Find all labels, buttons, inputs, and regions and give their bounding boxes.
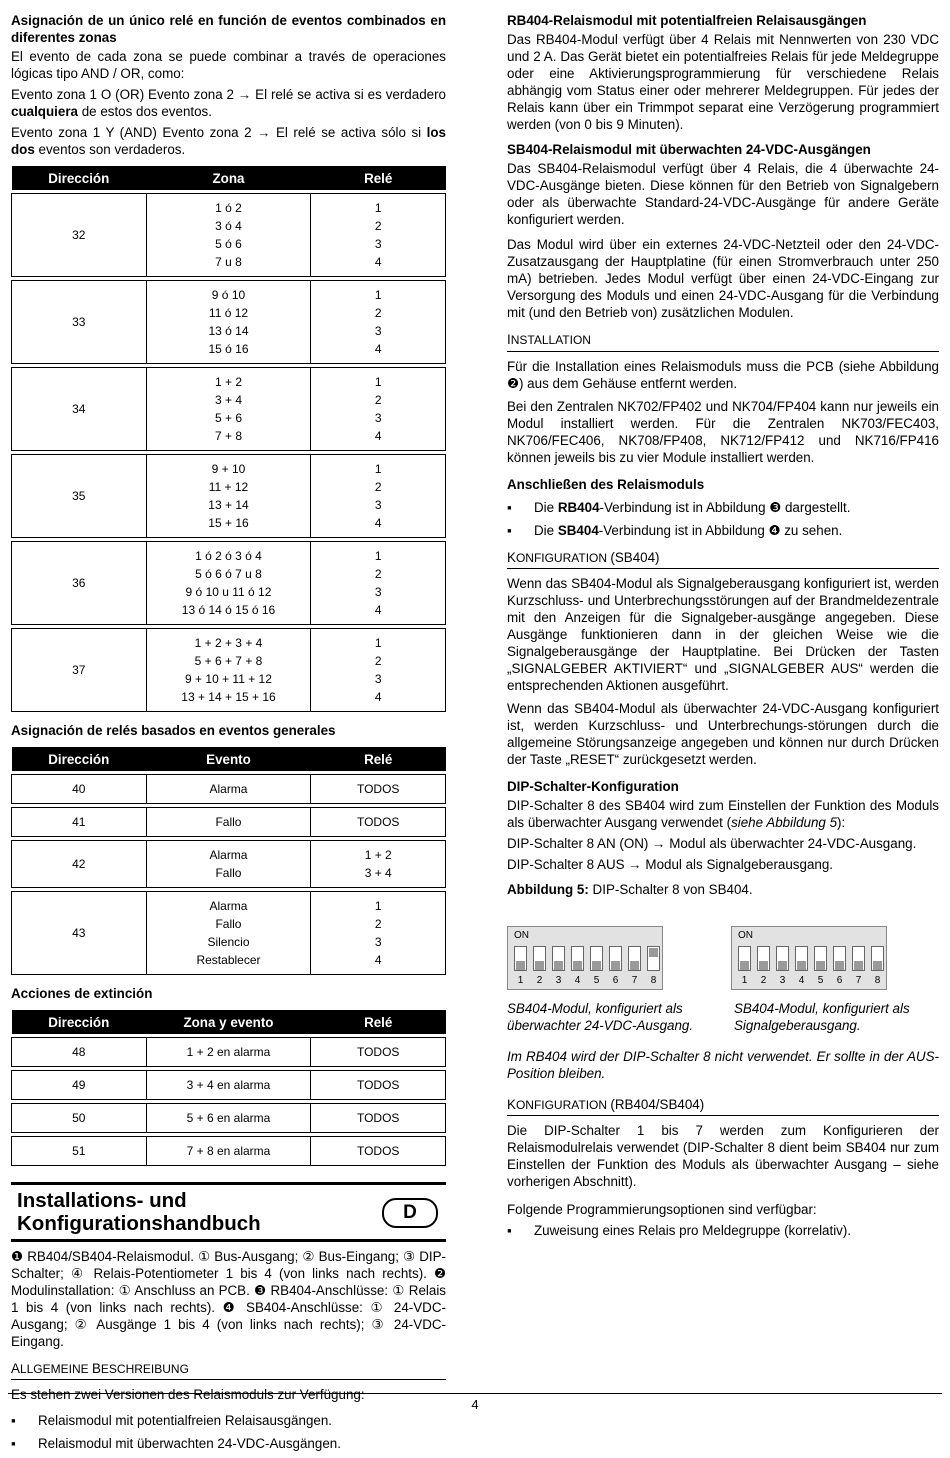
relay-line: 4 [374,690,382,705]
list-item: ▪ Relaismodul mit überwachten 24-VDC-Ausgängen. [11,1435,446,1452]
dip-caption-sounder: SB404-Modul, konfiguriert als Signalgeberausgang. [734,1001,910,1034]
value-line: 1 ó 2 ó 3 ó 4 [195,549,262,564]
rb404-note: Im RB404 wird der DIP-Schalter 8 nicht verwendet. Er sollte in der AUS-Position bleiben. [507,1049,939,1082]
general-paragraph: Es stehen zwei Versionen des Relaismoduls zur Verfügung: [11,1387,365,1403]
dip-figures [507,926,939,990]
value-line: Alarma [209,848,248,863]
relay-cell [311,1038,446,1067]
relay-line: 1 [374,636,382,651]
handbook-title-block [11,1182,446,1242]
value-cell [146,892,311,975]
dip-on-label: ON [514,930,529,942]
value-line: Fallo [215,815,242,830]
relay-line: TODOS [356,1144,400,1159]
dip-switch [738,946,751,971]
address-cell: 42 [12,841,147,888]
dip-title: DIP-Schalter-Konfiguration [507,779,679,795]
value-line: 11 ó 12 [208,306,249,321]
value-line: 3 + 4 en alarma [186,1078,271,1093]
value-cell [146,841,311,888]
installation-paragraph-2: Bei den Zentralen NK702/FP402 und NK704/FP404 kann nur jeweils ein Modul installiert werden. Für die Zentralen NK703/FEC403, NK706/FEC406, NK708/FP408, NK712/FP412 und NK716/FP416 können jeweils bis zu vier Module installiert werden. [507,398,939,465]
value-line: 13 ó 14 [208,324,249,339]
relay-line: 1 [374,549,382,564]
value-line: 15 ó 16 [208,342,249,357]
value-cell [146,368,311,451]
table-row [12,808,446,837]
dip-switch-number: 7 [631,975,638,987]
relay-line: 3 [374,324,382,339]
value-cell [146,281,311,364]
intro-paragraph-1: El evento de cada zona se puede combinar a través de operaciones lógicas tipo AND / OR, como: [11,49,446,82]
value-line: 9 ó 10 [211,288,246,303]
left-column [11,12,446,1458]
table-header: Evento [146,747,311,771]
value-line: 9 + 10 [211,462,246,477]
section-general-description: ALLGEMEINE BESCHREIBUNG [11,1360,446,1380]
relay-line: 1 [374,288,382,303]
relay-line: 2 [374,219,382,234]
value-line: 9 ó 10 u 11 ó 12 [185,585,272,600]
dip-switch-knob [611,961,620,970]
relay-cell [311,629,446,712]
dip-switch [628,946,641,971]
dip-switch-knob [759,961,768,970]
relay-cell [311,1137,446,1166]
value-line: Fallo [215,866,242,881]
relay-line: TODOS [356,782,400,797]
sb404-title: SB404-Relaismodul mit überwachten 24-VDC-Ausgängen [507,142,871,158]
figure-5-caption: Abbildung 5: DIP-Schalter 8 von SB404. [507,882,753,898]
relay-line: 1 [374,462,382,477]
dip-switch-number: 6 [836,975,843,987]
list-item: ▪ Die RB404-Verbindung ist in Abbildung ❸ dargestellt. [507,499,939,516]
dip-switch-knob [740,961,749,970]
dip-switch [533,946,546,971]
relay-line: 2 [374,393,382,408]
value-cell [146,1038,311,1067]
dip-switch-knob [573,961,582,970]
relay-cell [311,542,446,625]
value-line: 5 + 6 [214,411,242,426]
rb404-title: RB404-Relaismodul mit potentialfreien Relaisausgängen [507,13,867,28]
value-line: 5 ó 6 ó 7 u 8 [195,567,262,582]
dip-switch [609,946,622,971]
zone-relay-table [11,166,446,712]
installation-paragraph-1: Für die Installation eines Relaismoduls muss die PCB (siehe Abbildung ❷) aus dem Gehäuse entfernt werden. [507,358,939,391]
dip-switch-number: 7 [855,975,862,987]
table-header: Dirección [12,1010,147,1034]
dip-switch [795,946,808,971]
intro-paragraph-3: Evento zona 1 Y (AND) Evento zona 2 → El relé se activa sólo si los dos eventos son verdaderos. [11,125,446,158]
configuration-bullets [507,1222,939,1239]
address-cell: 41 [12,808,147,837]
configuration-sb404-paragraph-1: Wenn das SB404-Modul als Signalgeberausgang konfiguriert ist, werden Kurzschluss- und Unterbrechungsstörungen auf der Brandmeldezentrale mit den Anzeigen für die Signalgeber-ausgänge angegeben. Diese Ausgänge funktionieren dann in der gleichen Weise wie die Signalgeberausgänge der Hauptplatine. Bei Drücken der Tasten „SIGNALGEBER AKTIVIERT“ und „SIGNALGEBER AUS“ werden die entsprechenden Aktionen ausgeführt. [507,575,939,693]
relay-cell [311,808,446,837]
dip-switch-number: 3 [779,975,786,987]
dip-switch-number: 3 [555,975,562,987]
language-badge: D [382,1198,438,1228]
relay-cell [311,1071,446,1100]
relay-cell [311,368,446,451]
intro-paragraph-2: Evento zona 1 O (OR) Evento zona 2 → El relé se activa si es verdadero cualquiera de estos dos eventos. [11,87,446,120]
value-cell [146,1137,311,1166]
address-cell: 32 [12,194,147,277]
sb404-paragraph-2: Das Modul wird über ein externes 24-VDC-Netzteil oder den 24-VDC-Zusatzausgang der Hauptplatine (für einen Stromverbrauch unter 250 mA) betrieben. Jedes Modul verfügt über einen 24-VDC-Eingang zur Versorgung des Moduls und einen 24-VDC-Ausgang für die Verbindung mit (und den Betrieb von) zusätzlichen Modulen. [507,237,939,321]
dip-switch-knob [873,961,882,970]
relay-cell [311,775,446,804]
list-item: ▪ Relaismodul mit potentialfreien Relaisausgängen. [11,1412,446,1429]
value-line: 11 + 12 [208,480,249,495]
section-configuration-rb404-sb404: KONFIGURATION (RB404/SB404) [507,1096,939,1116]
dip-switch-number: 1 [741,975,748,987]
relay-line: TODOS [356,815,400,830]
configuration-sb404-paragraph-2: Wenn das SB404-Modul als überwachter 24-VDC-Ausgang konfiguriert ist, werden Kurzschluss- und Unterbrechungs-störungen durch die allgemeine Störungsanzeige angegeben und können nur durch Drücken der Taste „RESET“ zurückgesetzt werden. [507,700,939,768]
value-line: 7 + 8 [214,429,242,444]
address-cell: 50 [12,1104,147,1133]
dip-switch-knob [592,961,601,970]
relay-line: 3 [374,411,382,426]
relay-line: 3 [374,498,382,513]
relay-line: 4 [374,953,382,968]
dip-switch [871,946,884,971]
value-line: 1 + 2 en alarma [186,1045,271,1060]
dip-switch [590,946,603,971]
dip-switch-knob [516,961,525,970]
value-cell [146,808,311,837]
dip-switch [647,946,660,971]
dip-switch [776,946,789,971]
dip-switch-block-sounder [731,926,887,990]
general-bullets [11,1412,446,1452]
table-row [12,775,446,804]
table-row [12,194,446,277]
table-row [12,892,446,975]
intro-title: Asignación de un único relé en función de eventos combinados en diferentes zonas [11,13,446,46]
value-cell [146,194,311,277]
dip-switch-knob [797,961,806,970]
table-header: Zona y evento [146,1010,311,1034]
relay-line: 3 + 4 [364,866,392,881]
value-line: 3 ó 4 [215,219,242,234]
section-installation: INSTALLATION [507,331,939,351]
dip-switch [757,946,770,971]
configuration-paragraph-2: Folgende Programmierungsoptionen sind verfügbar: [507,1201,817,1217]
value-line: 5 + 6 + 7 + 8 [194,654,263,669]
relay-line: 1 [374,201,382,216]
sb404-paragraph-1: Das SB404-Relaismodul verfügt über 4 Relais, die 4 überwachte 24-VDC-Ausgänge bieten. Diese können für den Betrieb von Signalgebern oder als überwachte Standard-24-VDC-Ausgänge für andere Geräte konfiguriert werden. [507,161,939,228]
dip-switch-knob [554,961,563,970]
relay-line: 3 [374,585,382,600]
dip-paragraph-2: DIP-Schalter 8 AN (ON) → Modul als überwachter 24-VDC-Ausgang. [507,836,917,852]
relay-line: 2 [374,567,382,582]
table-header: Relé [311,747,446,771]
rb404-paragraph: Das RB404-Modul verfügt über 4 Relais mit Nennwerten von 230 VDC und 2 A. Das Gerät bietet ein potentialfreies Relais für jede Meldegruppe oder eine Aktivierungsprogrammierung für verschiedene Relais abhängig vom Status einer oder mehrerer Meldegruppen. Für jedes der Relais kann über ein Trimmpot separat eine Verzögerung programmiert werden (von 0 bis 9 Minuten). [507,32,939,133]
connect-title: Anschließen des Relaismoduls [507,476,705,492]
value-line: 1 + 2 [214,375,242,390]
handbook-title-line-2: Konfigurationshandbuch [17,1212,261,1236]
dip-on-label: ON [738,930,753,942]
relay-line: 2 [374,306,382,321]
relay-cell [311,194,446,277]
right-column [507,12,939,1245]
table-header: Zona [146,166,311,190]
dip-switch-knob [630,961,639,970]
value-line: 13 + 14 [208,498,249,513]
value-line: Restablecer [196,953,261,968]
address-cell: 36 [12,542,147,625]
relay-line: 4 [374,429,382,444]
relay-cell [311,892,446,975]
relay-line: 1 [374,375,382,390]
value-line: 9 + 10 + 11 + 12 [185,672,272,687]
page-footer [8,1393,942,1414]
dip-switch-number: 4 [798,975,805,987]
handbook-title-line-1: Installations- und [17,1189,187,1213]
value-cell [146,629,311,712]
value-line: 13 + 14 + 15 + 16 [181,690,276,705]
address-cell: 37 [12,629,147,712]
value-line: 5 + 6 en alarma [186,1111,271,1126]
relay-cell [311,455,446,538]
dip-switch-number: 5 [817,975,824,987]
relay-line: 2 [374,917,382,932]
value-line: Fallo [215,917,242,932]
address-cell: 43 [12,892,147,975]
dip-switch-number: 6 [612,975,619,987]
value-line: 13 ó 14 ó 15 ó 16 [181,603,276,618]
address-cell: 34 [12,368,147,451]
configuration-paragraph-1: Die DIP-Schalter 1 bis 7 werden zum Konfigurieren der Relaismodulrelais verwendet (DIP-Schalter 8 dient beim SB404 nur zum Einstellen der Funktion des Moduls als überwachter Ausgang – siehe vorherigen Abschnitt). [507,1123,939,1190]
relay-line: 4 [374,603,382,618]
table-header: Relé [311,1010,446,1034]
page-number: 4 [471,1397,479,1412]
dip-switch-block-supervised [507,926,663,990]
table-row [12,542,446,625]
table-row [12,1137,446,1166]
value-line: 3 + 4 [214,393,242,408]
address-cell: 40 [12,775,147,804]
table-row [12,281,446,364]
dip-switch [852,946,865,971]
table-row [12,841,446,888]
address-cell: 49 [12,1071,147,1100]
value-line: 5 ó 6 [215,237,242,252]
list-item: ▪ Zuweisung eines Relais pro Meldegruppe (korrelativ). [507,1222,939,1239]
relay-line: 4 [374,255,382,270]
relay-cell [311,281,446,364]
value-line: Alarma [209,899,248,914]
table-header: Dirección [12,747,147,771]
figure-legend: ❶ RB404/SB404-Relaismodul. ① Bus-Ausgang; ② Bus-Eingang; ③ DIP-Schalter; ④ Relais-Potentiometer 1 bis 4 (von links nach rechts). ❷ Modulinstallation: ① Anschluss an PCB. ❸ RB404-Anschlüsse: ① Relais 1 bis 4 (von links nach rechts). ❹ SB404-Anschlüsse: ① 24-VDC-Ausgang; ② Ausgänge 1 bis 4 (von links nach rechts); ③ 24-VDC-Eingang. [11,1249,446,1350]
relay-cell [311,1104,446,1133]
dip-switch [571,946,584,971]
dip-switch [552,946,565,971]
table-row [12,1071,446,1100]
value-line: 15 + 16 [208,516,249,531]
dip-switch-number: 8 [874,975,881,987]
dip-switch-number: 4 [574,975,581,987]
dip-switch-number: 8 [650,975,657,987]
dip-paragraph-1: DIP-Schalter 8 des SB404 wird zum Einstellen der Funktion des Moduls als überwachter Ausgang verwendet (siehe Abbildung 5): [507,798,939,831]
list-item: ▪ Die SB404-Verbindung ist in Abbildung ❹ zu sehen. [507,522,939,539]
dip-switch [833,946,846,971]
dip-switch-number: 5 [593,975,600,987]
relay-line: TODOS [356,1111,400,1126]
table-row [12,1038,446,1067]
relay-line: 3 [374,935,382,950]
value-line: Silencio [207,935,250,950]
address-cell: 51 [12,1137,147,1166]
dip-paragraph-3: DIP-Schalter 8 AUS → Modul als Signalgeberausgang. [507,857,834,873]
dip-switch-number: 2 [536,975,543,987]
relay-line: 3 [374,672,382,687]
extinction-table [11,1010,446,1166]
relay-line: 2 [374,654,382,669]
table-row [12,368,446,451]
relay-line: 4 [374,516,382,531]
dip-switch-knob [854,961,863,970]
dip-switch [814,946,827,971]
table-header: Dirección [12,166,147,190]
value-line: Alarma [209,782,248,797]
table-row [12,455,446,538]
dip-switch-knob [835,961,844,970]
dip-caption-supervised: SB404-Modul, konfiguriert als überwachter 24-VDC-Ausgang. [507,1001,694,1034]
relay-line: 1 [374,899,382,914]
relay-line: 4 [374,342,382,357]
address-cell: 35 [12,455,147,538]
value-cell [146,1104,311,1133]
dip-switch-knob [778,961,787,970]
table-row [12,629,446,712]
table-row [12,1104,446,1133]
value-cell [146,775,311,804]
dip-switch-number: 2 [760,975,767,987]
relay-line: 2 [374,480,382,495]
address-cell: 48 [12,1038,147,1067]
dip-captions [507,1000,939,1034]
extinction-title: Acciones de extinción [11,986,153,1002]
dip-switch [514,946,527,971]
relay-line: 1 + 2 [364,848,392,863]
value-line: 7 + 8 en alarma [186,1144,271,1159]
relay-line: TODOS [356,1045,400,1060]
relay-cell [311,841,446,888]
address-cell: 33 [12,281,147,364]
dip-switch-knob [816,961,825,970]
general-events-title: Asignación de relés basados en eventos generales [11,723,336,739]
value-line: 1 + 2 + 3 + 4 [194,636,263,651]
dip-switch-knob [535,961,544,970]
value-cell [146,542,311,625]
dip-switch-knob [649,948,658,957]
relay-line: 3 [374,237,382,252]
value-cell [146,455,311,538]
connect-bullets [507,499,939,539]
section-configuration-sb404: KONFIGURATION (SB404) [507,549,939,569]
general-events-table [11,747,446,975]
value-line: 7 u 8 [215,255,242,270]
relay-line: TODOS [356,1078,400,1093]
value-cell [146,1071,311,1100]
table-header: Relé [311,166,446,190]
value-line: 1 ó 2 [215,201,242,216]
dip-switch-number: 1 [517,975,524,987]
